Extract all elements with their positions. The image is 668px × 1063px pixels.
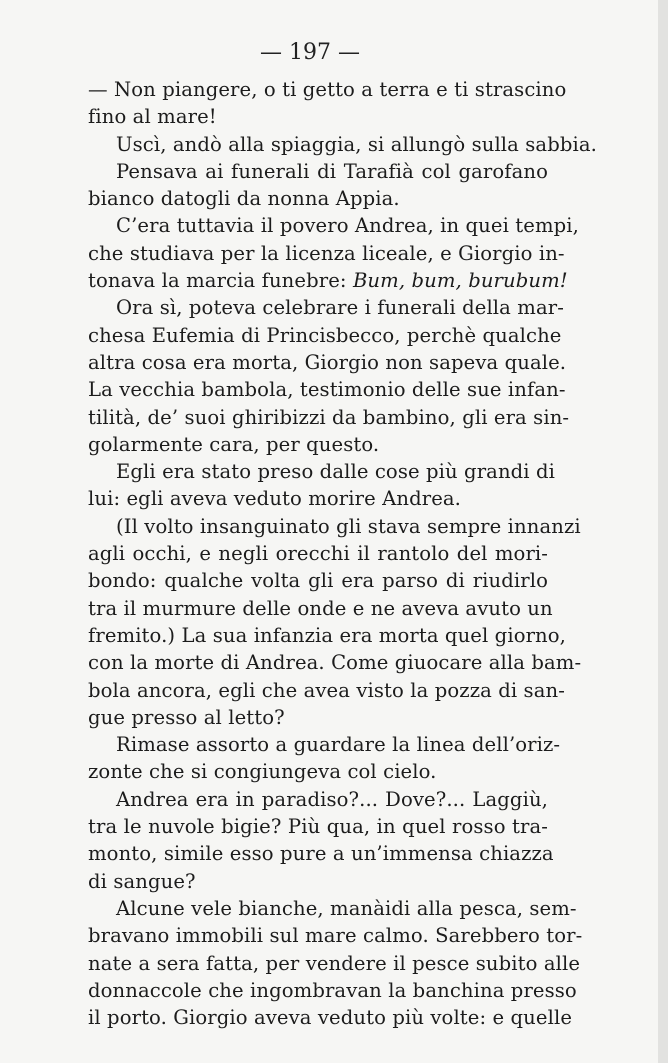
text-line-content: tilità, de’ suoi ghiribizzi da bambino, gli era sin- (88, 405, 570, 429)
text-line (88, 567, 548, 594)
text-line-content: fino al mare! (88, 105, 217, 129)
text-line-content: Rimase assorto a guardare la linea dell’oriz- (116, 733, 561, 757)
page-number: — 197 — (260, 40, 360, 65)
text-line-content: donnaccole che ingombravan la banchina presso (88, 978, 577, 1002)
text-line-content: bravano immobili sul mare calmo. Sarebbero tor- (88, 924, 583, 948)
text-line (88, 349, 567, 376)
text-line (88, 103, 548, 130)
text-line-content: C’era tuttavia il povero Andrea, in quei tempi, (116, 214, 579, 238)
text-line (88, 513, 581, 540)
text-line-content: bondo: qualche volta gli era parso di riudirlo (88, 569, 548, 593)
text-line (88, 758, 548, 785)
text-line (88, 950, 581, 977)
text-line (88, 649, 582, 676)
text-line-content: altra cosa era morta, Giorgio non sapeva quale. (88, 350, 567, 374)
text-line-content: golarmente cara, per questo. (88, 432, 380, 456)
text-line-content: (Il volto insanguinato gli stava sempre innanzi (116, 514, 581, 538)
text-line (88, 212, 579, 239)
text-line-content: tra il murmure delle onde e ne aveva avuto un (88, 596, 553, 620)
text-line-content: lui: egli aveva veduto morire Andrea. (88, 487, 462, 511)
text-line-content: zonte che si congiungeva col cielo. (88, 760, 437, 784)
text-line-content: Uscì, andò alla spiaggia, si allungò sulla sabbia. (116, 132, 597, 156)
text-line-content: che studiava per la licenza liceale, e Giorgio in- (88, 241, 565, 265)
text-line-content: monto, simile esso pure a un’immensa chiazza (88, 842, 554, 866)
text-line (88, 267, 568, 294)
text-line (88, 458, 556, 485)
text-line-content: con la morte di Andrea. Come giuocare alla bam- (88, 651, 582, 675)
text-line-content: Pensava ai funerali di Tarafià col garofano (116, 159, 548, 183)
text-line (88, 404, 570, 431)
text-line-content: — Non piangere, o ti getto a terra e ti strascino (88, 78, 567, 101)
text-line (88, 322, 562, 349)
text-line (88, 704, 548, 731)
text-line-content: il porto. Giorgio aveva veduto più volte: e quelle (88, 1006, 573, 1030)
text-line-content: nate a sera fatta, per vendere il pesce subito alle (88, 951, 581, 975)
text-line (88, 540, 548, 567)
text-line (88, 868, 548, 895)
text-line-content: Ora sì, poteva celebrare i funerali della mar- (116, 296, 564, 320)
text-line (88, 376, 566, 403)
text-line (88, 185, 548, 212)
text-line (88, 158, 548, 185)
text-line-content: tonava la marcia funebre: (88, 269, 353, 293)
text-line-content: di sangue? (88, 869, 196, 893)
text-line (88, 895, 577, 922)
text-line (88, 977, 577, 1004)
text-line-content: Andrea era in paradiso?... Dove?... Laggiù, (116, 787, 548, 811)
body-text (88, 76, 597, 1031)
text-line-content: Alcune vele bianche, manàidi alla pesca, sem- (116, 896, 577, 920)
text-line-content: fremito.) La sua infanzia era morta quel giorno, (88, 623, 566, 647)
text-line (88, 840, 554, 867)
text-line (88, 485, 548, 512)
text-line (88, 431, 548, 458)
text-line (88, 240, 565, 267)
text-line-content: bianco datogli da nonna Appia. (88, 187, 400, 211)
text-line-content: chesa Eufemia di Princisbecco, perchè qualche (88, 323, 562, 347)
italic-phrase: Bum, bum, burubum! (352, 269, 568, 293)
text-line (88, 922, 583, 949)
text-line (88, 622, 566, 649)
text-line-content: tra le nuvole bigie? Più qua, in quel rosso tra- (88, 815, 548, 839)
text-line (88, 731, 561, 758)
text-line (88, 677, 565, 704)
text-line (88, 813, 548, 840)
text-line-content: agli occhi, e negli orecchi il rantolo del mori- (88, 542, 548, 566)
text-line (88, 595, 553, 622)
text-line-content: gue presso al letto? (88, 705, 285, 729)
text-line-content: La vecchia bambola, testimonio delle sue infan- (88, 378, 566, 402)
text-line (88, 1004, 573, 1031)
text-line (88, 786, 548, 813)
text-line (88, 76, 567, 103)
text-line-content: bola ancora, egli che avea visto la pozza di san- (88, 678, 565, 702)
text-line (88, 131, 597, 158)
text-line-content: Egli era stato preso dalle cose più grandi di (116, 460, 556, 484)
text-line (88, 294, 564, 321)
